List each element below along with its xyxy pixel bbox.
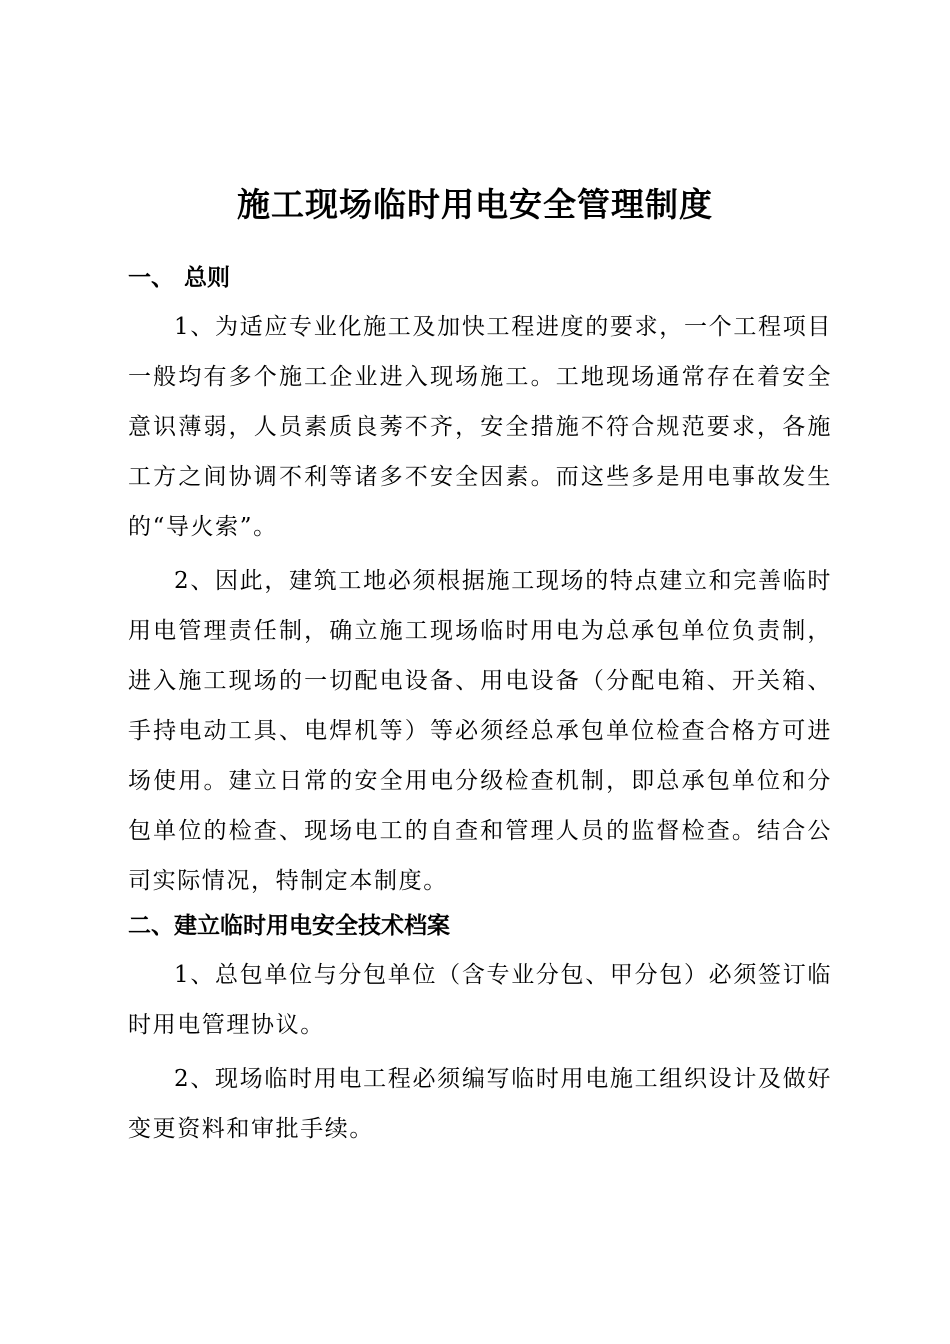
section-number: 二、 bbox=[128, 913, 174, 939]
section-heading bbox=[128, 906, 832, 946]
document-title: 施工现场临时用电安全管理制度 bbox=[237, 185, 713, 224]
paragraph: 2、因此，建筑工地必须根据施工现场的特点建立和完善临时用电管理责任制，确立施工现场临时用电为总承包单位负责制，进入施工现场的一切配电设备、用电设备（分配电箱、开关箱、手持电动工具、电焊机等）等必须经总承包单位检查合格方可进场使用。建立日常的安全用电分级检查机制，即总承包单位和分包单位的检查、现场电工的自查和管理人员的监督检查。结合公司实际情况，特制定本制度。 bbox=[128, 568, 832, 894]
section-number: 一、 bbox=[128, 265, 174, 291]
paragraph: 1、为适应专业化施工及加快工程进度的要求，一个工程项目一般均有多个施工企业进入现场施工。工地现场通常存在着安全意识薄弱，人员素质良莠不齐，安全措施不符合规范要求，各施工方之间协调不利等诸多不安全因素。而这些多是用电事故发生的“导火索”。 bbox=[128, 314, 832, 540]
paragraph: 1、总包单位与分包单位（含专业分包、甲分包）必须签订临时用电管理协议。 bbox=[128, 962, 832, 1038]
section-safety-archive bbox=[128, 906, 832, 1154]
section-title: 建立临时用电安全技术档案 bbox=[174, 913, 450, 939]
section-title: 总则 bbox=[184, 265, 230, 291]
paragraph: 2、现场临时用电工程必须编写临时用电施工组织设计及做好变更资料和审批手续。 bbox=[128, 1066, 832, 1142]
section-general bbox=[128, 258, 832, 906]
document-body bbox=[128, 258, 832, 1154]
section-heading bbox=[128, 258, 832, 298]
